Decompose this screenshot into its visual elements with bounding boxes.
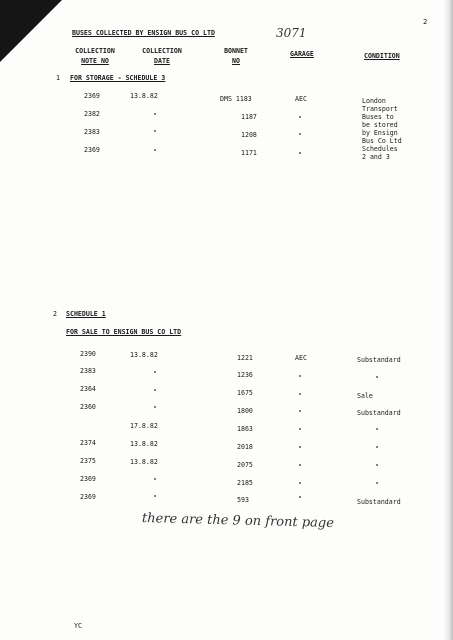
page-edge-shadow — [443, 0, 453, 640]
cell-garage: AEC — [295, 354, 307, 362]
cell-condition: " — [375, 445, 379, 453]
cell-date: 13.8.82 — [130, 440, 158, 448]
cell-condition: Substandard — [357, 409, 401, 417]
cell-condition: Substandard — [357, 498, 401, 506]
cell-garage: AEC — [295, 95, 307, 103]
cell-date: " — [153, 494, 157, 502]
header-garage: GARAGE — [290, 50, 314, 58]
folded-corner-shadow — [0, 0, 62, 62]
cell-garage: " — [298, 481, 302, 489]
cell-garage: " — [298, 427, 302, 435]
footer-initials: YC — [74, 622, 82, 630]
cell-condition: " — [375, 481, 379, 489]
page-number: 2 — [423, 18, 428, 26]
header-bonnet-2: NO — [232, 57, 240, 65]
header-collection-note-1: COLLECTION — [75, 47, 115, 55]
cell-note: 2364 — [80, 385, 96, 393]
cell-garage: " — [298, 374, 302, 382]
cell-date: " — [153, 112, 157, 120]
cell-garage: " — [298, 463, 302, 471]
cell-note: 2369 — [80, 493, 96, 501]
cell-condition: " — [375, 427, 379, 435]
condition-line: by Ensign — [362, 129, 398, 137]
cell-condition: Substandard — [357, 356, 401, 364]
condition-line: Transport — [362, 105, 398, 113]
cell-garage: " — [298, 132, 302, 140]
cell-garage: " — [298, 495, 302, 503]
cell-note: 2369 — [80, 475, 96, 483]
condition-line: Buses to — [362, 113, 394, 121]
cell-garage: " — [298, 409, 302, 417]
cell-note: 2390 — [80, 350, 96, 358]
cell-note: 2383 — [80, 367, 96, 375]
condition-line: London — [362, 97, 386, 105]
cell-bonnet: 1171 — [241, 149, 257, 157]
cell-bonnet: 1208 — [241, 131, 257, 139]
cell-note: 2360 — [80, 403, 96, 411]
condition-line: be stored — [362, 121, 398, 129]
cell-date: " — [153, 405, 157, 413]
cell-condition: " — [375, 463, 379, 471]
cell-bonnet: 1863 — [237, 425, 253, 433]
section2-number: 2 — [53, 310, 57, 318]
cell-bonnet: DMS 1183 — [220, 95, 252, 103]
cell-note: 2374 — [80, 439, 96, 447]
cell-bonnet: 1187 — [241, 113, 257, 121]
cell-date: " — [153, 477, 157, 485]
header-condition: CONDITION — [364, 52, 400, 60]
section1-heading: FOR STORAGE - SCHEDULE 3 — [70, 74, 166, 82]
cell-bonnet: 2185 — [237, 479, 253, 487]
cell-date: " — [153, 370, 157, 378]
cell-bonnet: 1236 — [237, 371, 253, 379]
cell-bonnet: 1800 — [237, 407, 253, 415]
cell-date: 13.8.82 — [130, 458, 158, 466]
cell-date: 13.8.82 — [130, 92, 158, 100]
cell-bonnet: 593 — [237, 496, 249, 504]
cell-garage: " — [298, 151, 302, 159]
cell-garage: " — [298, 115, 302, 123]
cell-bonnet: 1221 — [237, 354, 253, 362]
condition-line: 2 and 3 — [362, 153, 390, 161]
cell-bonnet: 2075 — [237, 461, 253, 469]
header-bonnet-1: BONNET — [224, 47, 248, 55]
cell-note: 2375 — [80, 457, 96, 465]
handwritten-reference: 3071 — [276, 26, 307, 40]
condition-line: Schedules — [362, 145, 398, 153]
cell-bonnet: 2018 — [237, 443, 253, 451]
cell-date: " — [153, 148, 157, 156]
cell-date: " — [153, 129, 157, 137]
cell-date: 17.8.82 — [130, 422, 158, 430]
header-collection-date-2: DATE — [154, 57, 170, 65]
cell-note: 2382 — [84, 110, 100, 118]
cell-date: 13.8.82 — [130, 351, 158, 359]
cell-condition: Sale — [357, 392, 373, 400]
header-collection-note-2: NOTE NO — [81, 57, 109, 65]
cell-note: 2383 — [84, 128, 100, 136]
document-title: BUSES COLLECTED BY ENSIGN BUS CO LTD — [72, 29, 215, 37]
header-collection-date-1: COLLECTION — [142, 47, 182, 55]
cell-garage: " — [298, 445, 302, 453]
section2-heading: SCHEDULE 1 — [66, 310, 106, 318]
cell-garage: " — [298, 392, 302, 400]
section2-subheading: FOR SALE TO ENSIGN BUS CO LTD — [66, 328, 182, 336]
handwritten-note: there are the 9 on front page — [141, 511, 335, 532]
condition-line: Bus Co Ltd — [362, 137, 402, 145]
cell-note: 2369 — [84, 146, 100, 154]
cell-bonnet: 1675 — [237, 389, 253, 397]
section1-number: 1 — [56, 74, 60, 82]
cell-note: 2369 — [84, 92, 100, 100]
cell-date: " — [153, 388, 157, 396]
cell-condition: " — [375, 375, 379, 383]
